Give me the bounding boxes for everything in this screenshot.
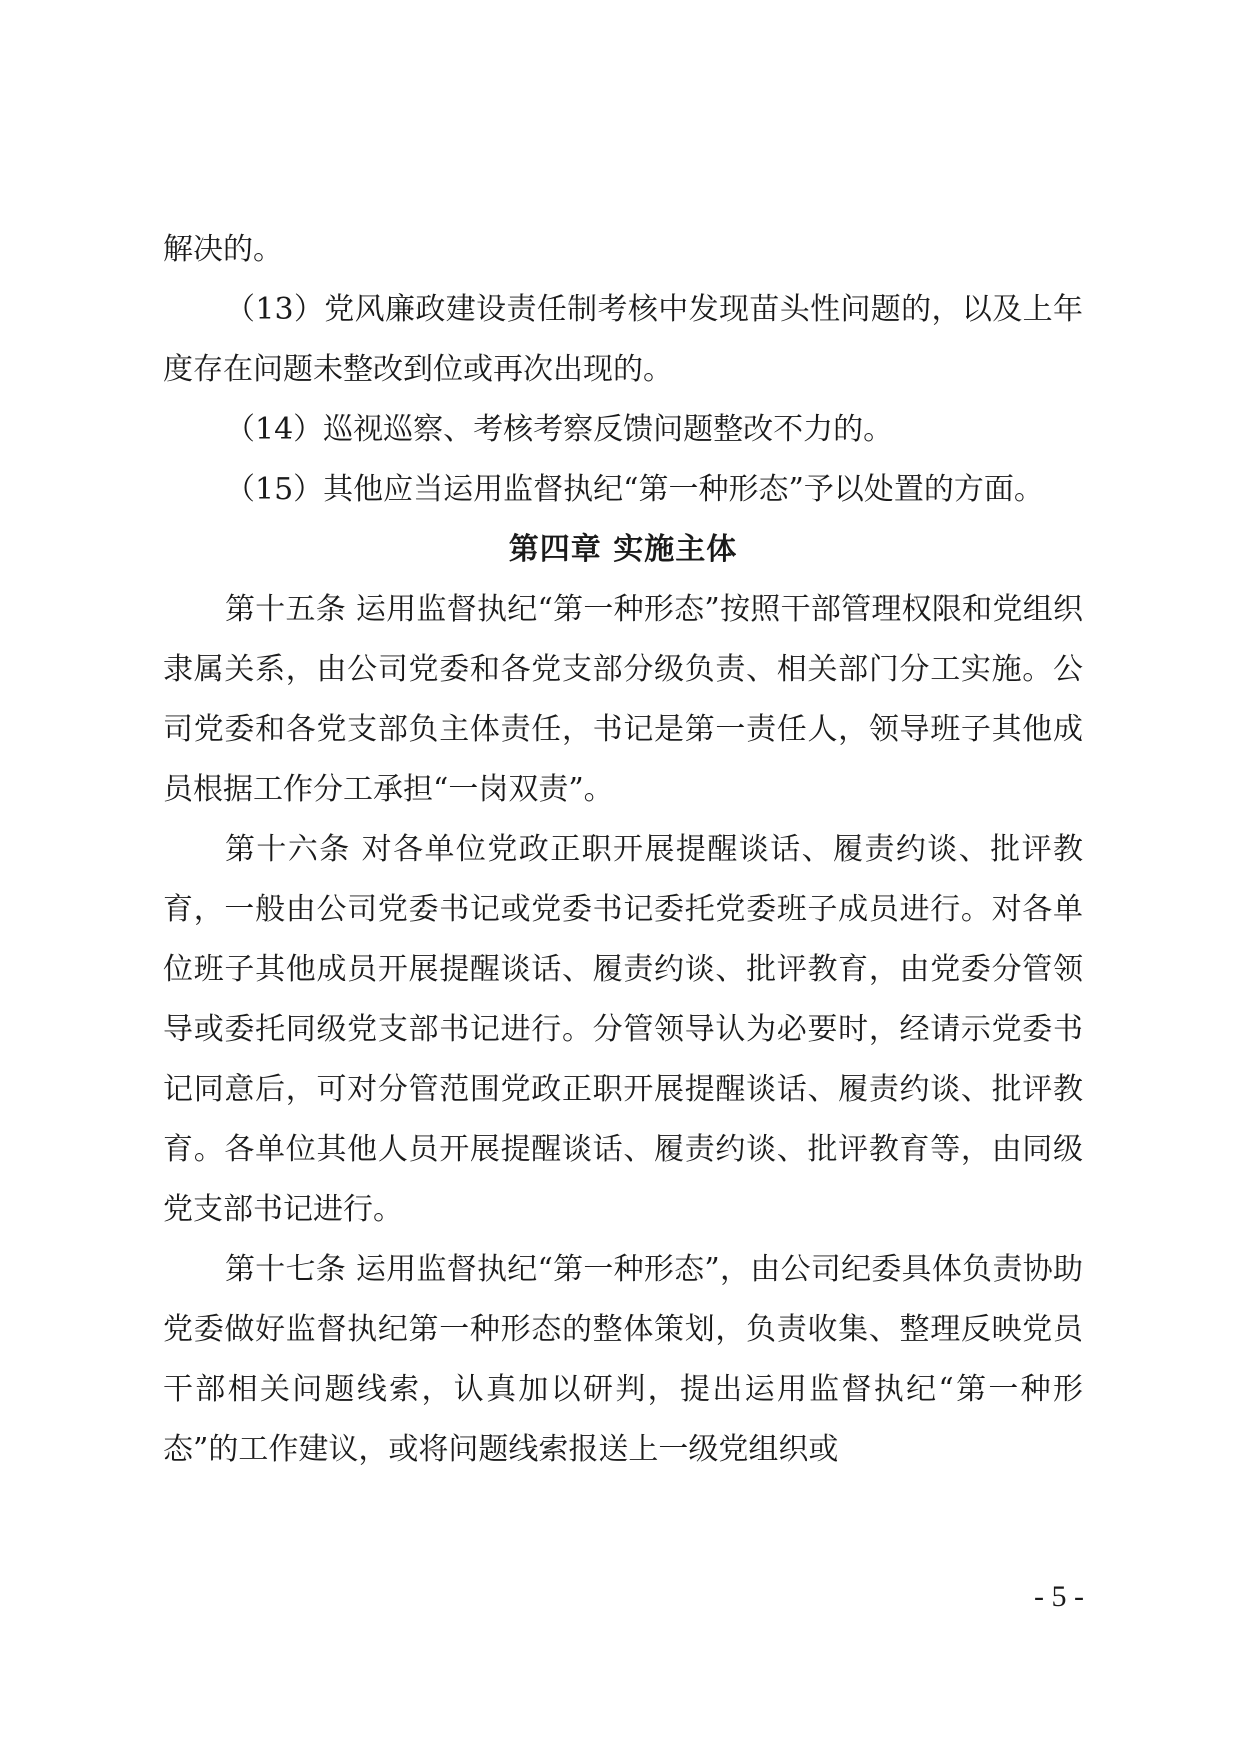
document-body	[163, 220, 1083, 1480]
paragraph-item-13: （13）党风廉政建设责任制考核中发现苗头性问题的，以及上年度存在问题未整改到位或再次出现的。	[163, 292, 1083, 387]
chapter-heading: 第四章 实施主体	[508, 532, 738, 567]
page-number: - 5 -	[1034, 1580, 1084, 1613]
article-16: 第十六条 对各单位党政正职开展提醒谈话、履责约谈、批评教育，一般由公司党委书记或党委书记委托党委班子成员进行。对各单位班子其他成员开展提醒谈话、履责约谈、批评教育，由党委分管领导或委托同级党支部书记进行。分管领导认为必要时，经请示党委书记同意后，可对分管范围党政正职开展提醒谈话、履责约谈、批评教育。各单位其他人员开展提醒谈话、履责约谈、批评教育等，由同级党支部书记进行。	[163, 832, 1083, 1227]
article-17: 第十七条 运用监督执纪“第一种形态”，由公司纪委具体负责协助党委做好监督执纪第一种形态的整体策划，负责收集、整理反映党员干部相关问题线索，认真加以研判，提出运用监督执纪“第一种形态”的工作建议，或将问题线索报送上一级党组织或	[163, 1252, 1083, 1467]
paragraph-continuation: 解决的。	[163, 232, 283, 267]
paragraph-item-14: （14）巡视巡察、考核考察反馈问题整改不力的。	[225, 412, 894, 447]
article-15: 第十五条 运用监督执纪“第一种形态”按照干部管理权限和党组织隶属关系，由公司党委和各党支部分级负责、相关部门分工实施。公司党委和各党支部负主体责任，书记是第一责任人，领导班子其他成员根据工作分工承担“一岗双责”。	[163, 592, 1083, 807]
paragraph-item-15: （15）其他应当运用监督执纪“第一种形态”予以处置的方面。	[225, 472, 1044, 507]
